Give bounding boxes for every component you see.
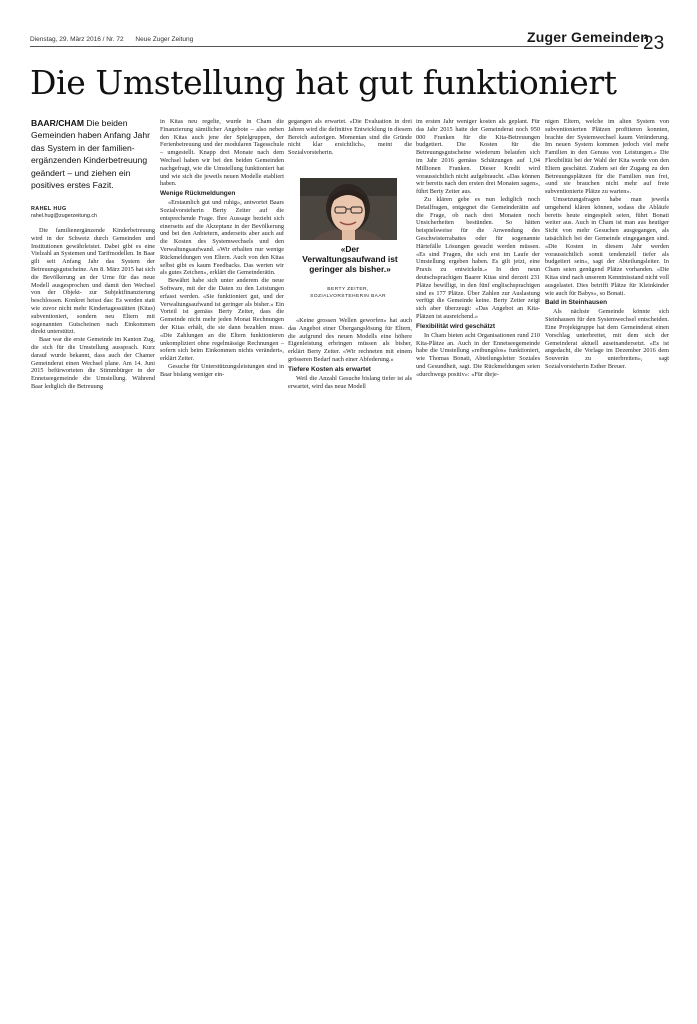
paragraph: Umsetzungsfragen habe man jeweils umgehend klären können, sodass die Abläufe bereits heute eingespielt seien, führt Bonati weiter aus. Auch in Cham ist man aus heutiger Sicht von mehr Gesuchen ausgegangen, als tatsächlich bei der Gemeinde eingegangen sind. «Die Kosten in diesem Jahr werden voraussichtlich somit tendenziell tiefer als budgetiert sein», sagt der Abteilungsleiter. In Cham seien genügend Plätze vorhanden. «Die Kitas sind nach unserem Kenntnisstand nicht voll ausgelastet. Dies betrifft Plätze für Kleinkinder wie auch für Babys», so Bonati.	[545, 195, 669, 297]
author-name: RAHEL HUG	[31, 206, 67, 212]
column-2	[160, 118, 284, 379]
headline: Die Umstellung hat gut funktioniert	[30, 63, 617, 102]
subheading-wenige-rueckmeldungen: Wenige Rückmeldungen	[160, 190, 236, 198]
paragraph: im ersten Jahr weniger kosten als geplant. Für das Jahr 2015 hatte der Gemeinderat noch 950 000 Franken für die Kita-Betreuungen budgetiert. Die Kosten für die Betreuungsgutscheine wiederum belaufen sich im Jahr 2016 gemäss Schätzungen auf 1,04 Millionen Franken. Dieser Kredit wird voraussichtlich nicht aufgebraucht. «Das können wir bereits nach den ersten drei Monaten sagen», führt Berty Zeiter aus.	[416, 118, 540, 196]
header-meta	[30, 36, 203, 43]
portrait-image	[300, 178, 397, 240]
subheading-flexibilitaet: Flexibilität wird geschätzt	[416, 322, 496, 330]
paragraph: In Cham bieten acht Organisationen rund 210 Kita-Plätze an. Auch in der Ennetseegemeinde habe die Umstellung «reibungslos» funktioniert, wie Thomas Bonati, Abteilungsleiter Soziales und Gesundheit, sagt. Die Rückmeldungen seien «durchwegs positiv»: «Für dieje-	[416, 331, 540, 378]
paragraph: Bewährt habe sich unter anderem die neue Software, mit der die Daten zu den Leistungen erfasst werden. «Sie funktioniert gut, und der Verwaltungsaufwand ist geringer als bisher.» Ein Vorteil ist gemäss Berty Zeiter, dass die Gemeinde nicht mehr jeden Monat Rechnungen der Kitas erhält, die sie dann bezahlen muss. «Die Zahlungen an die Eltern funktionieren unkompliziert ohne regelmässige Rechnungen – sofern sich beim Einkommen nichts verändert», erklärt Zeiter.	[160, 277, 284, 363]
lead	[31, 117, 155, 191]
byline	[31, 206, 155, 220]
subheading-tiefere-kosten: Tiefere Kosten als erwartet	[288, 365, 371, 373]
paragraph: Zu klären gebe es nun lediglich noch Detailfragen, entgegnet die Gemeinderätin auf die Frage, ob nach drei Monaten noch Unsicherheiten bestünden. So hätten beispielsweise für die Anwendung des Geschwisterrabattes oder für sogenannte Härtefälle Lösungen gesucht werden müssen. «Es sind Fragen, die sich erst im Laufe der Umstellung ergeben haben. Es gilt jetzt, eine Praxis zu entwickeln.» In den neun deutschsprachigen Baarer Kitas sind derzeit 231 Plätze bewilligt, in den fünf englischsprachigen sind es 177 Plätze. Über Zahlen zur Auslastung verfügt die Gemeinde keine. Berty Zeiter zeigt sich aber überzeugt: «Das Angebot an Kita-Plätzen ist ausreichend.»	[416, 195, 540, 320]
lead-place: BAAR/CHAM	[31, 118, 84, 128]
pull-quote: «Der Verwaltungsaufwand ist geringer als bisher.»	[302, 244, 398, 274]
quote-role: SOZIALVORSTEHERIN BAAR	[310, 293, 386, 299]
paragraph: Weil die Anzahl Gesuche bislang tiefer ist als erwartet, wird das neue Modell	[288, 374, 412, 390]
lead-text: Die beiden Gemeinden haben Anfang Jahr das System in der familien-ergänzenden Kinderbetreuung geändert – und ziehen ein positives erstes Fazit.	[31, 118, 150, 191]
column-4	[416, 118, 540, 379]
portrait-photo	[300, 178, 397, 240]
paragraph: Gesuche für Unterstützungsleistungen sind in Baar bislang weniger ein-	[160, 362, 284, 378]
issue-date: Dienstag, 29. März 2016 / Nr. 72	[30, 36, 124, 43]
quote-author: BERTY ZEITER,	[327, 287, 369, 292]
page-number: 23	[643, 33, 665, 54]
column-3-bottom	[288, 317, 412, 390]
paragraph: in Kitas neu regelte, wurde in Cham die Finanzierung sämtlicher Angebote – also neben den Kitas auch jene der Spielgruppen, der Ferienbetreuung und der modularen Tagesschule – umgestellt. Knapp drei Monate nach dem Wechsel haben wir bei den beiden Gemeinden nachgefragt, wie die Umstellung funktioniert hat und wie sich die jeweils neuen Modelle etabliert haben.	[160, 118, 284, 188]
section-title: Zuger Gemeinden	[527, 29, 650, 45]
paragraph: nigen Eltern, welche im alten System von subventionierten Plätzen profitieren konnten, brachte der Systemwechsel kaum Veränderung. Im neuen System kommen jedoch viel mehr Familien in den Genuss von Leistungen.» Die Flexibilität bei der Wahl der Kita werde von den Eltern geschätzt. Zudem sei der Zugang zu den Betreuungsplätzen für die Familien nun frei, «und sie brauchen nicht mehr auf freie subventionierte Plätze zu warten».	[545, 118, 669, 196]
subheading-steinhausen: Bald in Steinhausen	[545, 299, 608, 307]
header-rule	[30, 46, 638, 47]
paragraph: «Keine grossen Wellen geworfen» hat auch das Angebot einer Übergangslösung für Eltern, die aufgrund des neuen Modells eine höhere Eigenleistung erbringen müssen als bisher, erklärt Berty Zeiter. «Wir rechneten mit einem grösseren Bedarf nach einer Abfederung.»	[288, 317, 412, 363]
paragraph: gegangen als erwartet. «Die Evaluation in drei Jahren wird die definitive Entwicklung in diesem Bereich aufzeigen. Momentan sind die Gründe nicht klar ersichtlich», meint die Sozialvorsteherin.	[288, 118, 412, 157]
newspaper-name: Neue Zuger Zeitung	[135, 36, 194, 43]
quote-attribution	[296, 287, 400, 300]
column-3-top	[288, 118, 412, 157]
paragraph: Baar war die erste Gemeinde im Kanton Zug, die sich für die Umstellung aussprach. Kurz darauf wurde bekannt, dass auch der Chamer Gemeinderat einen Wechsel plane. Am 14. Juni 2015 befürworteten die Stimmbürger in der Ennetseegemeinde die Umstellung. Während Baar lediglich die Betreuung	[31, 336, 155, 390]
paragraph: «Erstaunlich gut und ruhig», antwortet Baars Sozialvorsteherin Berty Zeiter auf die entsprechende Frage. Ihre Aussage bezieht sich einerseits auf die Akzeptanz in der Bevölkerung und bei den Anbietern, anderseits aber auch auf die Kosten des Systemwechsels und den Verwaltungsaufwand. «Wir erhalten nur wenige Rückmeldungen von Eltern. Auch von den Kitas selbst gibt es kaum Feedbacks. Das werten wir als gutes Zeichen», erklärt die Gemeinderätin.	[160, 199, 284, 277]
column-1	[31, 227, 155, 391]
paragraph: Als nächste Gemeinde könnte sich Steinhausen für den Systemwechsel entscheiden. Eine Projektgruppe hat dem Gemeinderat einen Vorschlag unterbreitet, mit dem sich der Gemeinderat aktuell auseinandersetzt. «Es ist angedacht, die Vorlage im Dezember 2016 dem Souverän zu unterbreiten», sagt Sozialvorsteherin Esther Breuer.	[545, 308, 669, 370]
column-5	[545, 118, 669, 371]
author-email[interactable]: rahel.hug@zugerzeitung.ch	[31, 213, 98, 219]
paragraph: Die familienergänzende Kinderbetreuung wird in der Schweiz durch Gemeinden und Institutionen gewährleistet. Dabei gibt es eine Vielzahl an Systemen und Tarifmodellen. In Baar gilt seit Anfang Jahr das System der Betreuungsgutscheine. Am 8. März 2015 hat sich die Bevölkerung an der Urne für das neue Modell ausgesprochen und damit den Wechsel von der Objekt- zur Subjektfinanzierung beschlossen. Konkret heisst das: Es werden statt wie zuvor nicht mehr Kindertagesstätten (Kitas) subventioniert, sondern neu Eltern mit sogenannten Gutscheinen nach Einkommen direkt unterstützt.	[31, 227, 155, 336]
